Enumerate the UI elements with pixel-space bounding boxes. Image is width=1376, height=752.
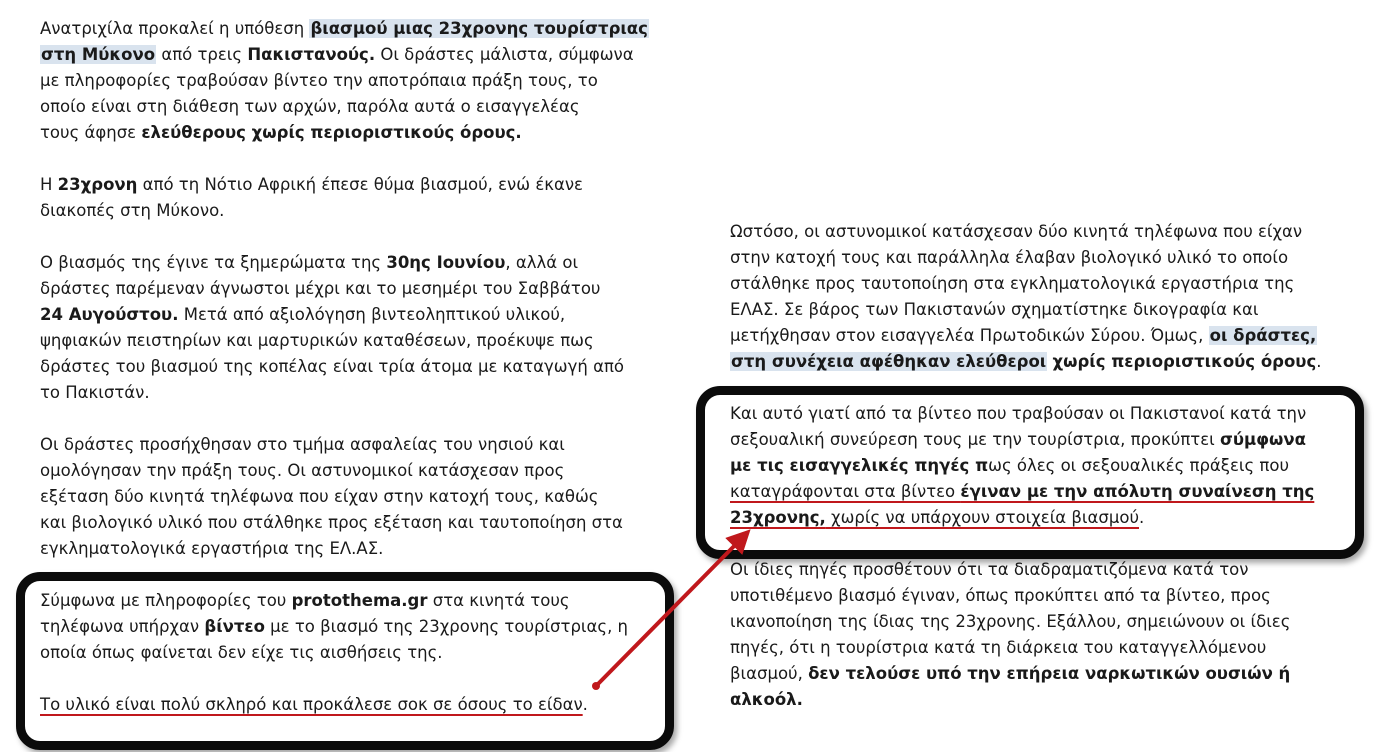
bold-text: ελεύθερους χωρίς περιοριστικούς όρους. [141, 123, 522, 142]
bold-text: με τις εισαγγελικές πηγές π [730, 456, 989, 475]
text-run: ομολόγησαν την πράξη τους. Οι αστυνομικοί κατάσχεσαν προς [40, 461, 565, 480]
text-run: Ανατριχίλα προκαλεί η υπόθεση [40, 19, 310, 38]
text-run: μετήχθησαν στον εισαγγελέα Πρωτοδικών Σύρου. Όμως, [730, 326, 1209, 345]
text-run: Ο βιασμός της έγινε τα ξημερώματα της [40, 253, 387, 272]
text-run: Ωστόσο, οι αστυνομικοί κατάσχεσαν δύο κινητά τηλέφωνα που είχαν [730, 222, 1303, 241]
text-run: με πληροφορίες τραβούσαν βίντεο την αποτρόπαια πράξη τους, το [40, 71, 598, 90]
text-run: . [582, 695, 588, 714]
underlined-text: Το υλικό είναι πολύ σκληρό και προκάλεσε σοκ σε όσους το είδαν [40, 695, 583, 714]
text-run: . [1316, 352, 1322, 371]
text-run: Και αυτό γιατί από τα βίντεο που τραβούσαν οι Πακιστανοί κατά την [730, 404, 1307, 423]
text-run: εγκληματολογικά εργαστήρια της ΕΛ.ΑΣ. [40, 539, 384, 558]
text-run: Οι δράστες μάλιστα, σύμφωνα [375, 45, 634, 64]
underlined-text: καταγράφονται στα βίντεο [730, 482, 961, 501]
text-run: ικανοποίηση της ίδιας της 23χρονης. Εξάλλου, σημειώνουν οι ίδιες [730, 612, 1291, 631]
text-run: και βιολογικό υλικό που στάλθηκε προς εξέταση και ταυτοποίηση στα [40, 513, 623, 532]
bold-text: βίντεο [204, 617, 265, 636]
text-run: Η [40, 175, 58, 194]
text-run: ψηφιακών πειστηρίων και μαρτυρικών καταθέσεων, προέκυψε πως [40, 331, 594, 350]
text-run: υποτιθέμενο βιασμό έγιναν, όπως προκύπτει από τα βίντεο, προς [730, 586, 1271, 605]
text-run: από τρεις [156, 45, 248, 64]
text-run: Οι δράστες προσήχθησαν στο τμήμα ασφαλείας του νησιού και [40, 435, 565, 454]
text-run: με το βιασμό της 23χρονης τουρίστριας, η [264, 617, 629, 636]
text-run: από τη Νότιο Αφρική έπεσε θύμα βιασμού, ενώ έκανε [137, 175, 583, 194]
bold-text: δεν τελούσε υπό την επήρεια ναρκωτικών ουσιών ή [808, 664, 1291, 683]
arrow-origin-dot [592, 682, 600, 690]
arrow-line [596, 535, 745, 686]
underlined-text: 23χρονης, [730, 508, 826, 527]
bold-text: Πακιστανούς. [247, 45, 376, 64]
text-run: οποία όπως φαίνεται δεν είχε τις αισθήσεις της. [40, 643, 443, 662]
bold-text: 24 Αυγούστου. [40, 305, 179, 324]
text-run: δράστες του βιασμού της κοπέλας είναι τρία άτομα με καταγωγή από [40, 357, 624, 376]
highlighted-text: στη Μύκονο [41, 45, 156, 64]
text-run: στην κατοχή τους και παράλληλα έλαβαν βιολογικό υλικό το οποίο [730, 248, 1289, 267]
bold-text: protothema.gr [291, 591, 428, 610]
text-run: . [1139, 508, 1145, 527]
text-run: στάλθηκε προς ταυτοποίηση στα εγκληματολογικά εργαστήρια της [730, 274, 1295, 293]
bold-text: αλκοόλ. [730, 690, 803, 709]
highlighted-text: στη συνέχεια αφέθηκαν ελεύθεροι [731, 352, 1047, 371]
bold-text: 23χρονη [57, 175, 138, 194]
bold-text: 30ης Ιουνίου [386, 253, 506, 272]
text-run: το Πακιστάν. [40, 383, 150, 402]
text-run: τηλέφωνα υπήρχαν [40, 617, 205, 636]
bold-text: σύμφωνα [1219, 430, 1306, 449]
text-run: πηγές, ότι η τουρίστρια κατά τη διάρκεια του καταγγελλόμενου [730, 638, 1267, 657]
text-run: Οι ίδιες πηγές προσθέτουν ότι τα διαδραματιζόμενα κατά τον [730, 560, 1249, 579]
underlined-text: χωρίς να υπάρχουν στοιχεία βιασμού [825, 508, 1139, 527]
text-run: διακοπές στη Μύκονο. [40, 201, 225, 220]
highlighted-text: βιασμού μιας 23χρονης τουρίστριας [310, 19, 648, 38]
text-run: σεξουαλική συνεύρεση τους με την τουρίστρια, προκύπτει [730, 430, 1220, 449]
text-run: Σύμφωνα με πληροφορίες του [40, 591, 292, 610]
bold-text: χωρίς περιοριστικούς όρους [1052, 352, 1317, 371]
text-run: βιασμού, [730, 664, 809, 683]
text-run: τους άφησε [40, 123, 142, 142]
highlighted-text: οι δράστες, [1209, 326, 1317, 345]
text-run: ΕΛΑΣ. Σε βάρος των Πακιστανών σχηματίστηκε δικογραφία και [730, 300, 1259, 319]
text-run: Μετά από αξιολόγηση βιντεοληπτικού υλικού, [178, 305, 566, 324]
text-run: ως όλες οι σεξουαλικές πράξεις που [988, 456, 1290, 475]
text-run: , αλλά οι [505, 253, 579, 272]
underlined-text: έγιναν με την απόλυτη συναίνεση της [960, 482, 1315, 501]
text-run: οποίο είναι στη διάθεση των αρχών, παρόλα αυτά ο εισαγγελέας [40, 97, 580, 116]
text-run: δράστες παρέμεναν άγνωστοι μέχρι και το μεσημέρι του Σαββάτου [40, 279, 601, 298]
text-run: στα κινητά τους [427, 591, 570, 610]
text-run: εξέταση δύο κινητά τηλέφωνα που είχαν στην κατοχή τους, καθώς [40, 487, 599, 506]
